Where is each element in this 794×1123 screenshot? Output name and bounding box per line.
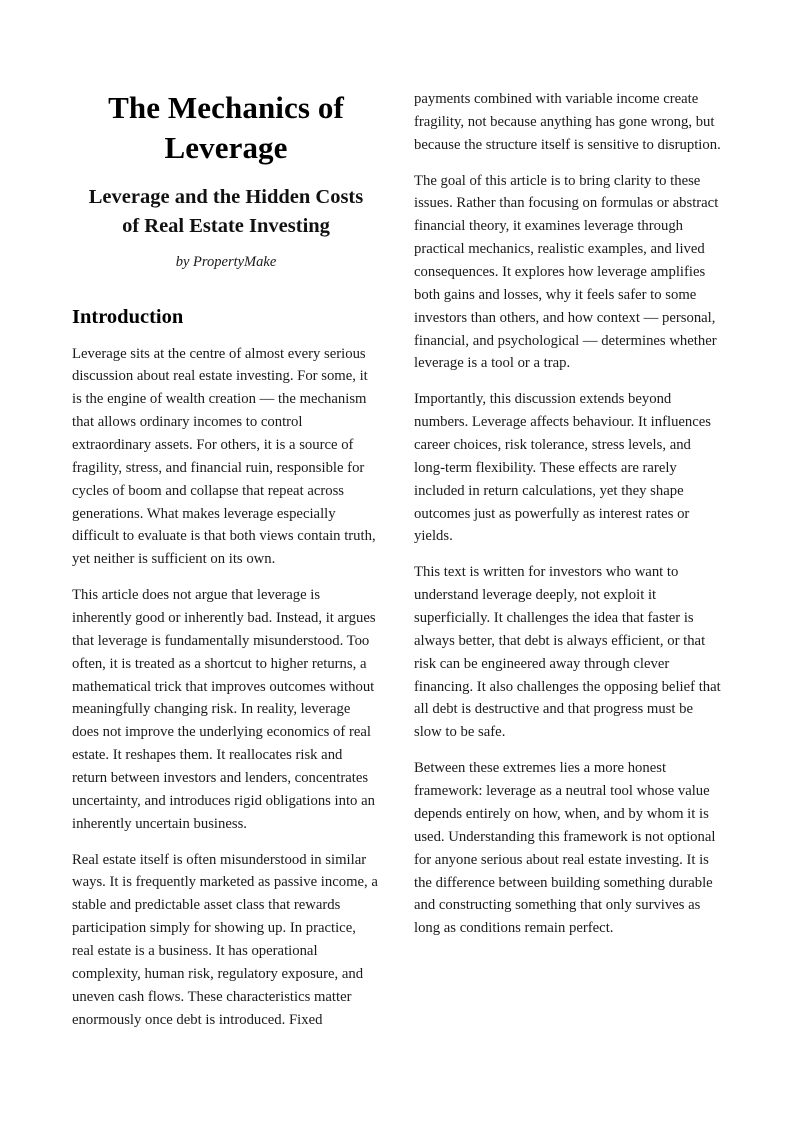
page-subtitle: Leverage and the Hidden Costs of Real Estate Investing <box>88 186 364 237</box>
title-block <box>72 88 380 271</box>
section-heading-introduction: Introduction <box>72 305 184 328</box>
body-paragraph: This article does not argue that leverage is inherently good or inherently bad. Instead, it argues that leverage is fundamentally misunderstood. Too often, it is treated as a shortcut to higher returns, a mathematical trick that improves outcomes without meaningfully changing risk. In reality, leverage does not improve the underlying economics of real estate. It reshapes them. It reallocates risk and return between investors and lenders, concentrates uncertainty, and introduces rigid obligations into an inherently uncertain business. <box>72 587 376 832</box>
body-paragraph: Real estate itself is often misunderstood in similar ways. It is frequently marketed as passive income, a stable and predictable asset class that rewards participation simply for showing up. In practice, real estate is a business. It has operational complexity, human risk, regulatory exposure, and uneven cash flows. These characteristics matter enormously once debt is introduced. Fixed payments combined with variable income create fragility, not because anything has gone wrong, but because the structure itself is sensitive to disruption. <box>72 91 721 1028</box>
page-title: The Mechanics of Leverage <box>108 90 344 165</box>
byline: by PropertyMake <box>175 253 277 270</box>
two-column-body <box>72 88 722 1048</box>
body-paragraph: Leverage sits at the centre of almost every serious discussion about real estate investing. For some, it is the engine of wealth creation — the mechanism that allows ordinary incomes to control extraordinary assets. For others, it is a source of fragility, stress, and financial ruin, responsible for cycles of boom and collapse that repeat across generations. What makes leverage especially difficult to evaluate is that both views contain truth, yet neither is sufficient on its own. <box>72 345 376 568</box>
body-paragraph: This text is written for investors who want to understand leverage deeply, not exploit it superficially. It challenges the idea that faster is always better, that debt is always efficient, or that risk can be engineered away through clever financing. It also challenges the opposing belief that all debt is destructive and that progress must be slow to be safe. <box>414 564 721 741</box>
body-paragraph: The goal of this article is to bring clarity to these issues. Rather than focusing on formulas or abstract financial theory, it examines leverage through practical mechanics, realistic examples, and lived consequences. It explores how leverage amplifies both gains and losses, why it feels safer to some investors than others, and how context — personal, financial, and psychological — determines whether leverage is a tool or a trap. <box>414 172 719 372</box>
body-paragraph: Importantly, this discussion extends beyond numbers. Leverage affects behaviour. It influences career choices, risk tolerance, stress levels, and long-term flexibility. These effects are rarely included in return calculations, yet they shape outcomes just as powerfully as interest rates or yields. <box>414 391 712 545</box>
body-paragraph: Between these extremes lies a more honest framework: leverage as a neutral tool whose value depends entirely on how, when, and by whom it is used. Understanding this framework is not optional for anyone serious about real estate investing. It is the difference between building something durable and constructing something that only survives as long as conditions remain perfect. <box>414 760 716 937</box>
